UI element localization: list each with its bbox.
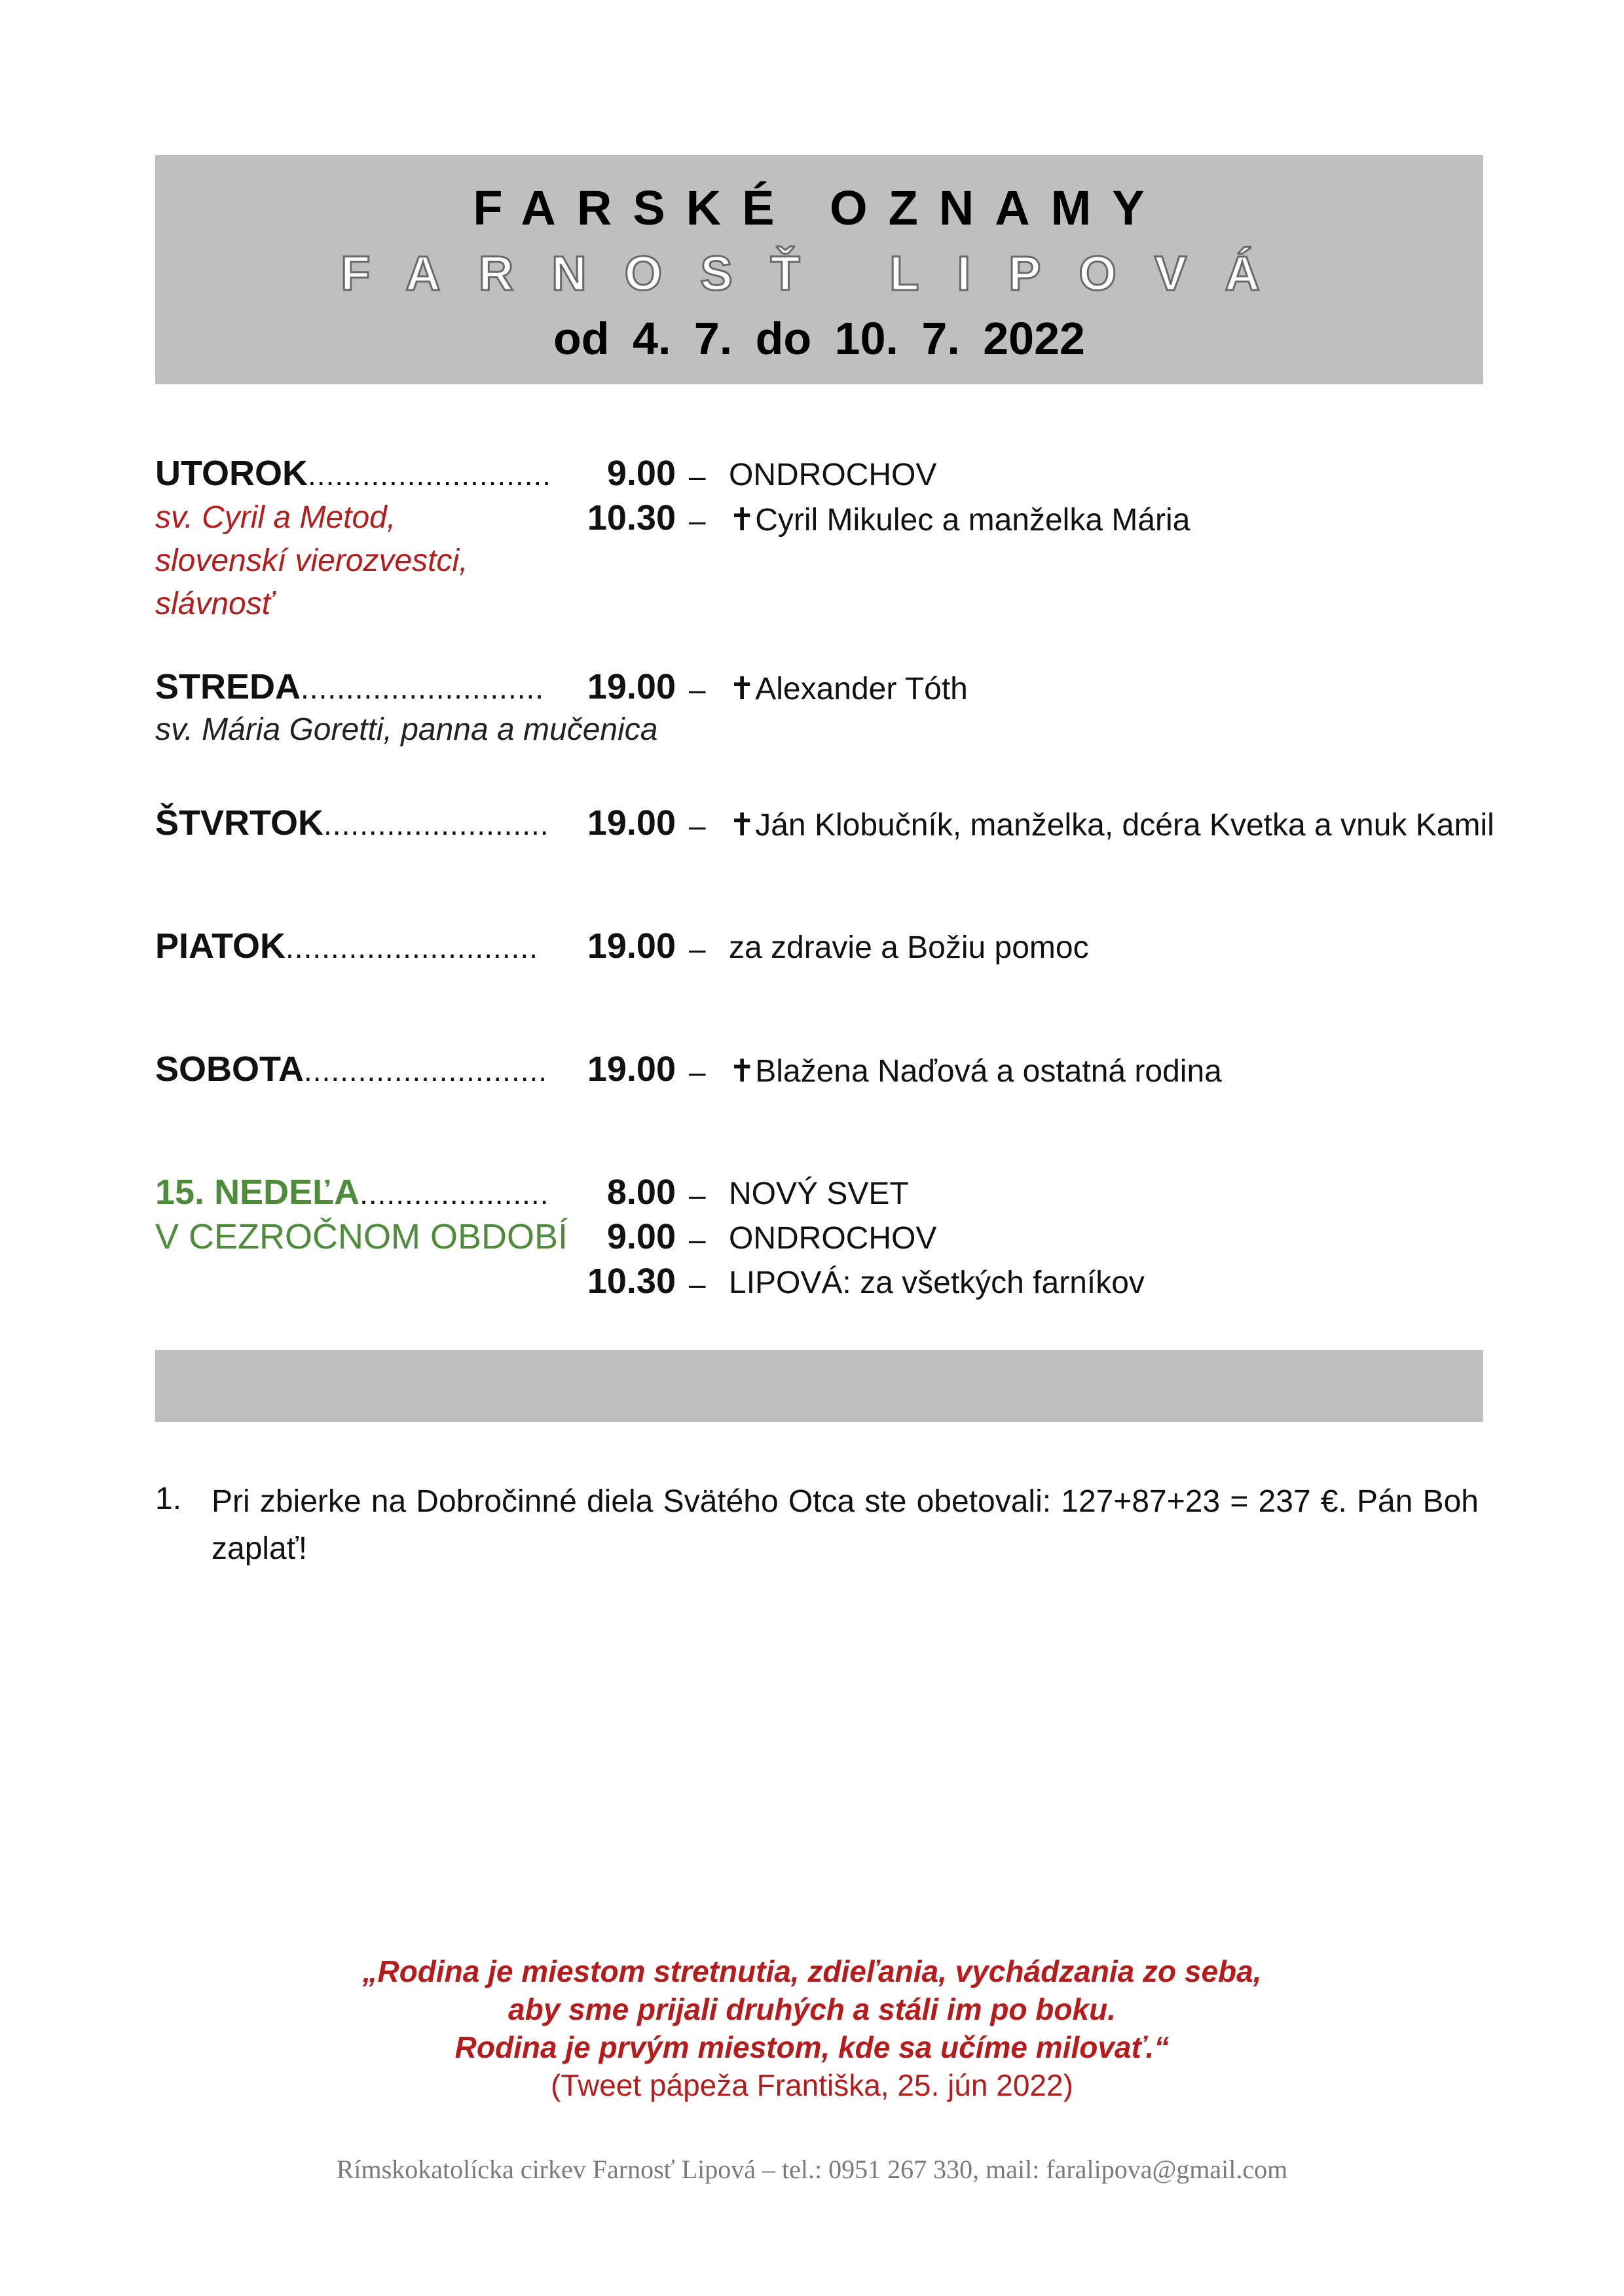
announcement-text: Pri zbierke na Dobročinné diela Svätého Otca ste obetovali: 127+87+23 = 237 €. Pán Boh zaplať! [212,1484,1479,1566]
day-label-friday [155,926,538,966]
mass-intention: LIPOVÁ: za všetkých farníkov [729,1266,1145,1300]
mass-intention: ✝Blažena Naďová a ostatná rodina [729,1054,1222,1089]
date-range: od 4. 7. do 10. 7. 2022 [553,313,1085,364]
mass-time: 10.30 [587,1262,676,1301]
dash: – [689,1178,706,1212]
mass-intention: NOVÝ SVET [729,1176,909,1211]
quote-source: (Tweet pápeža Františka, 25. jún 2022) [551,2068,1073,2102]
leader-dots: ........................... [304,1053,548,1087]
day-name: 15. NEDEĽA [155,1173,360,1212]
leader-dots: ............................ [286,930,538,964]
mass-intention: ONDROCHOV [729,458,937,492]
leader-dots: ......................... [323,807,549,841]
day-name: UTOROK [155,454,308,493]
mass-time: 10.30 [587,498,676,538]
dash: – [689,1267,706,1301]
feast-line: sv. Mária Goretti, panna a mučenica [155,712,658,747]
mass-intention: ✝Alexander Tóth [729,672,968,706]
dash: – [689,1222,706,1256]
mass-intention: ✝Ján Klobučník, manželka, dcéra Kvetka a vnuk Kamil [729,808,1494,843]
sunday-subtitle: V CEZROČNOM OBDOBÍ [155,1217,568,1256]
day-name: SOBOTA [155,1049,304,1089]
mass-time: 19.00 [587,803,676,843]
mass-intention: ONDROCHOV [729,1221,937,1256]
day-name: STREDA [155,667,301,706]
mass-time: 19.00 [587,667,676,706]
announcements-bar [155,1350,1483,1422]
dash: – [689,809,706,843]
mass-time: 9.00 [606,454,676,493]
day-label-thursday [155,803,549,843]
dash: – [689,459,706,493]
dash: – [689,672,706,706]
mass-intention: ✝Cyril Mikulec a manželka Mária [729,503,1190,538]
quote-line: „Rodina je miestom stretnutia, zdieľania, vychádzania zo seba, [362,1954,1262,1988]
dash: – [689,1055,706,1089]
day-name: ŠTVRTOK [155,803,324,843]
leader-dots: ........................... [308,458,552,492]
footer-contact: Rímskokatolícka cirkev Farnosť Lipová – tel.: 0951 267 330, mail: faralipova@gmail.com [336,2155,1288,2184]
page-title: FARSKÉ OZNAMY [473,181,1166,235]
feast-line: slovenskí vierozvestci, [155,543,468,578]
mass-time: 19.00 [587,1049,676,1089]
day-label-tuesday [155,453,551,494]
day-label-saturday [155,1049,547,1089]
quote-line: Rodina je prvým miestom, kde sa učíme milovať.“ [454,2030,1170,2064]
day-label-wednesday [155,666,544,707]
leader-dots: ........................... [301,671,545,705]
quote-line: aby sme prijali druhých a stáli im po boku. [508,1992,1116,2026]
mass-time: 19.00 [587,926,676,966]
day-name: PIATOK [155,926,286,966]
dash: – [689,932,706,966]
dash: – [689,503,706,538]
parish-name: FARNOSŤ LIPOVÁ [341,246,1298,301]
announcement-number: 1. [155,1482,182,1516]
header-box [155,155,1483,384]
mass-time: 8.00 [606,1173,676,1212]
mass-time: 9.00 [606,1217,676,1256]
leader-dots: ..................... [360,1176,549,1211]
feast-line: sv. Cyril a Metod, [155,500,396,535]
feast-line: slávnosť [155,587,273,621]
day-label-sunday [155,1172,549,1212]
mass-intention: za zdravie a Božiu pomoc [729,930,1089,965]
